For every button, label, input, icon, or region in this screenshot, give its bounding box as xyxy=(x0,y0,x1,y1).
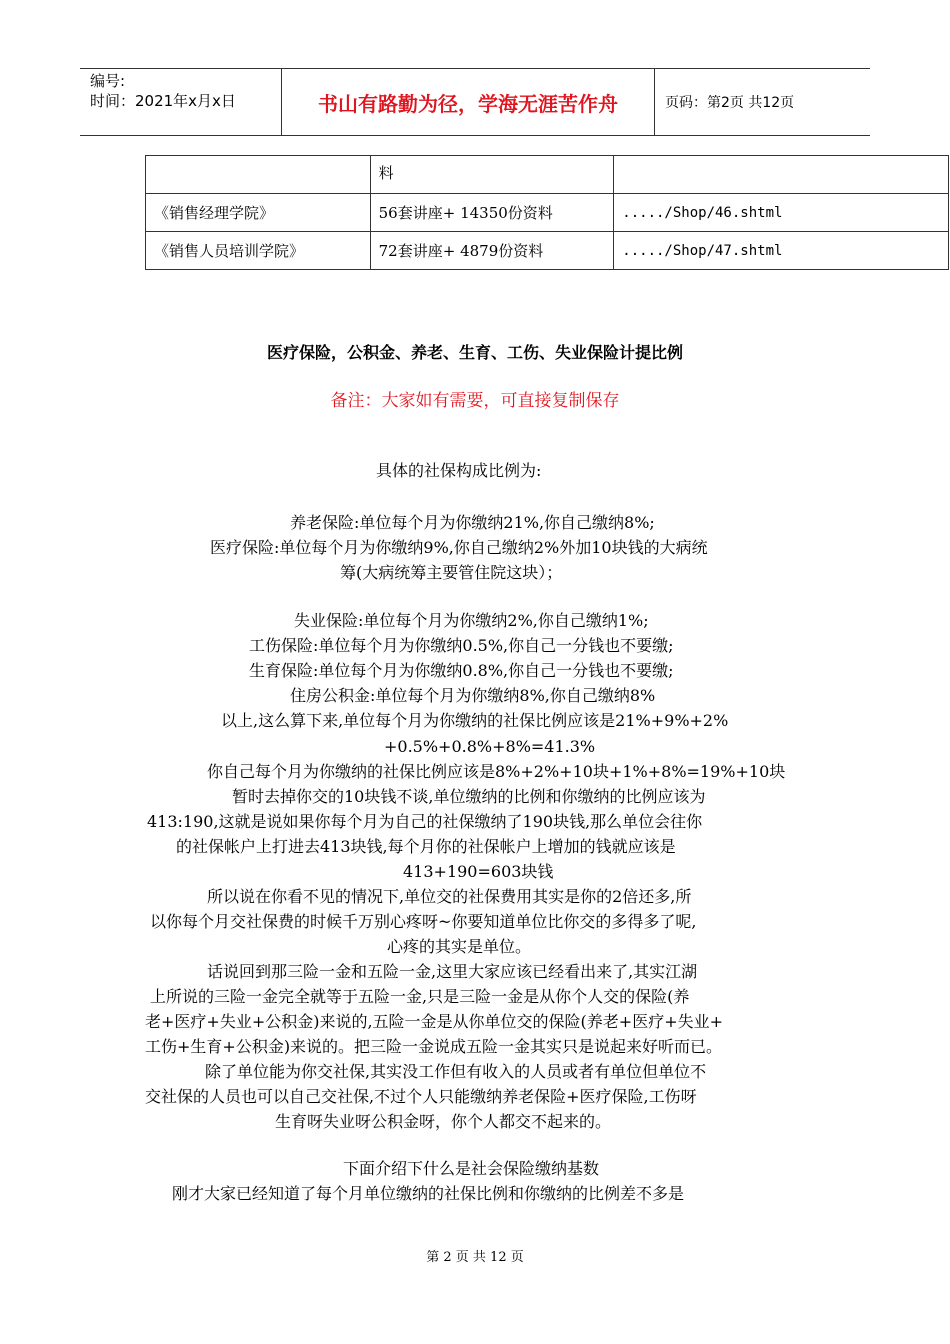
document-note: 备注：大家如有需要，可直接复制保存 xyxy=(330,391,620,411)
table-row xyxy=(146,232,949,270)
table-cell-name: 《销售人员培训学院》 xyxy=(146,232,371,270)
table-cell-name: 《销售经理学院》 xyxy=(146,194,371,232)
body-line: 你自己每个月为你缴纳的社保比例应该是8%+2%+10块+1%+8%=19%+10块 xyxy=(207,762,786,781)
body-line: +0.5%+0.8%+8%=41.3% xyxy=(384,737,596,756)
body-line: 心疼的其实是单位。 xyxy=(387,937,532,956)
body-line: 交社保的人员也可以自己交社保,不过个人只能缴纳养老保险+医疗保险,工伤呀 xyxy=(145,1087,697,1106)
body-line: 失业保险:单位每个月为你缴纳2%,你自己缴纳1%; xyxy=(294,611,649,630)
body-line: 刚才大家已经知道了每个月单位缴纳的社保比例和你缴纳的比例差不多是 xyxy=(172,1184,685,1203)
body-line: 养老保险:单位每个月为你缴纳21%,你自己缴纳8%; xyxy=(290,513,655,532)
header-meta xyxy=(80,69,282,135)
body-line: 413:190,这就是说如果你每个月为自己的社保缴纳了190块钱,那么单位会往你 xyxy=(147,812,703,831)
page-footer: 第 2 页 共 12 页 xyxy=(426,1250,524,1265)
body-line: 筹(大病统筹主要管住院这块）； xyxy=(340,563,563,582)
table-cell-content: 56套讲座+ 14350份资料 xyxy=(370,194,614,232)
body-line: 以你每个月交社保费的时候千万别心疼呀~你要知道单位比你交的多得多了呢, xyxy=(150,912,697,931)
body-line: 生育呀失业呀公积金呀，你个人都交不起来的。 xyxy=(275,1112,612,1131)
body-line: 住房公积金:单位每个月为你缴纳8%,你自己缴纳8% xyxy=(290,686,656,705)
body-line: 老+医疗+失业+公积金)来说的,五险一金是从你单位交的保险(养老+医疗+失业+ xyxy=(145,1012,724,1031)
body-line: 上所说的三险一金完全就等于五险一金,只是三险一金是从你个人交的保险(养 xyxy=(150,987,690,1006)
body-line: 所以说在你看不见的情况下,单位交的社保费用其实是你的2倍还多,所 xyxy=(207,887,692,906)
table-cell-content: 72套讲座+ 4879份资料 xyxy=(370,232,614,270)
table-cell-content: 料 xyxy=(370,156,614,194)
header-page-info: 页码：第2页 共12页 xyxy=(665,95,795,111)
body-line: 工伤+生育+公积金)来说的。把三险一金说成五险一金其实只是说起来好听而已。 xyxy=(145,1037,723,1056)
page-header xyxy=(80,68,870,136)
body-line: 的社保帐户上打进去413块钱,每个月你的社保帐户上增加的钱就应该是 xyxy=(176,837,676,856)
header-motto: 书山有路勤为径，学海无涯苦作舟 xyxy=(282,69,655,135)
body-line: 除了单位能为你交社保,其实没工作但有收入的人员或者有单位但单位不 xyxy=(205,1062,707,1081)
body-line: 工伤保险:单位每个月为你缴纳0.5%,你自己一分钱也不要缴; xyxy=(249,636,674,655)
code-label: 编号: xyxy=(90,72,126,90)
table-cell-link xyxy=(614,156,949,194)
table-cell-name xyxy=(146,156,371,194)
body-line: 生育保险:单位每个月为你缴纳0.8%,你自己一分钱也不要缴; xyxy=(249,661,674,680)
resource-table xyxy=(145,155,949,270)
body-line: 医疗保险:单位每个月为你缴纳9%,你自己缴纳2%外加10块钱的大病统 xyxy=(210,538,708,557)
time-label: 时间：2021年x月x日 xyxy=(90,92,236,110)
body-line: 以上,这么算下来,单位每个月为你缴纳的社保比例应该是21%+9%+2% xyxy=(221,711,729,730)
body-line: 暂时去掉你交的10块钱不谈,单位缴纳的比例和你缴纳的比例应该为 xyxy=(232,787,706,806)
table-row xyxy=(146,194,949,232)
body-line: 下面介绍下什么是社会保险缴纳基数 xyxy=(343,1159,600,1178)
table-row xyxy=(146,156,949,194)
body-line: 具体的社保构成比例为: xyxy=(376,461,542,480)
body-line: 413+190=603块钱 xyxy=(403,862,554,881)
table-cell-link[interactable]: ...../Shop/46.shtml xyxy=(614,194,949,232)
document-title: 医疗保险，公积金、养老、生育、工伤、失业保险计提比例 xyxy=(266,343,683,362)
table-cell-link[interactable]: ...../Shop/47.shtml xyxy=(614,232,949,270)
body-line: 话说回到那三险一金和五险一金,这里大家应该已经看出来了,其实江湖 xyxy=(207,962,698,981)
